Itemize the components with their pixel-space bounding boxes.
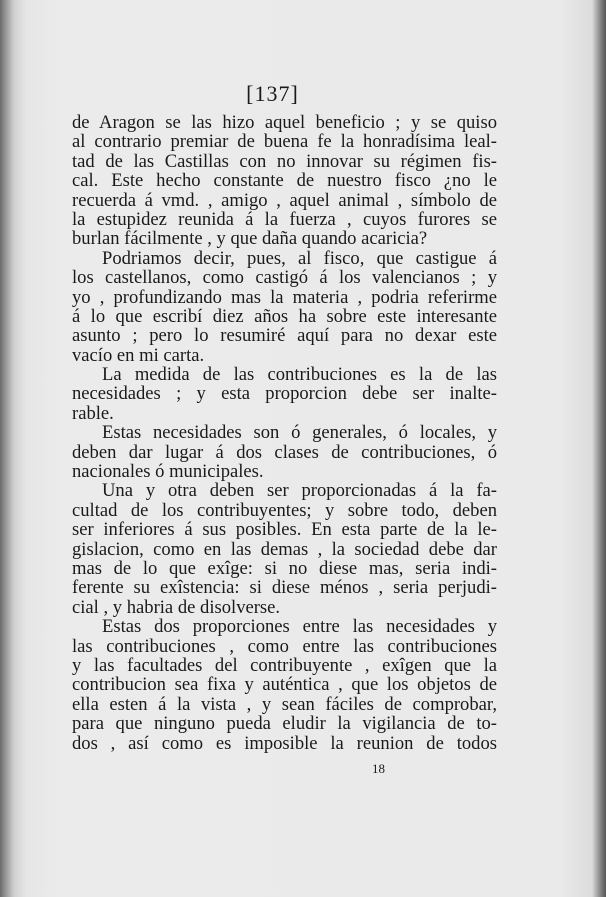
text-line: Una y otra deben ser proporcionadas á la fa- (102, 480, 497, 502)
text-line: la estupidez reunida á la fuerza , cuyos furores se (72, 208, 497, 230)
text-line: deben dar lugar á dos clases de contribuciones, ó (72, 441, 497, 463)
text-line: mas de lo que exîge: si no diese mas, seria indi- (72, 557, 497, 579)
text-line: para que ninguno pueda eludir la vigilancia de to- (72, 713, 497, 735)
text-line: necesidades ; y esta proporcion debe ser inalte- (72, 383, 497, 405)
text-line: recuerda á vmd. , amigo , aquel animal , símbolo de (72, 189, 497, 211)
text-line: cultad de los contribuyentes; y sobre todo, deben (72, 499, 497, 521)
text-line: de Aragon se las hizo aquel beneficio ; y se quiso (72, 112, 497, 133)
text-line: asunto ; pero lo resumiré aquí para no dexar este (72, 325, 497, 347)
text-line: Estas dos proporciones entre las necesidades y (102, 616, 497, 638)
text-line: nacionales ó municipales. (72, 461, 264, 483)
body-text (72, 113, 497, 753)
text-line: yo , profundizando mas la materia , podria referirme (72, 286, 497, 308)
text-line: vacío en mi carta. (72, 344, 205, 366)
text-line: La medida de las contribuciones es la de las (102, 364, 497, 386)
text-line: dos , así como es imposible la reunion de todos (72, 732, 497, 754)
text-line: gislacion, como en las demas , la sociedad debe dar (72, 538, 497, 560)
text-line: rable. (72, 402, 114, 424)
text-line: los castellanos, como castigó á los valencianos ; y (72, 267, 497, 289)
text-line: ser inferiores á sus posibles. En esta parte de la le- (72, 519, 497, 541)
text-line: las contribuciones , como entre las contribuciones (72, 635, 497, 657)
text-line: burlan fácilmente , y que daña quando acaricia? (72, 228, 428, 250)
signature-mark: 18 (372, 761, 385, 776)
text-line: cial , y habria de disolverse. (72, 596, 281, 618)
text-line: ella esten á la vista , y sean fáciles de comprobar, (72, 693, 497, 715)
text-line: Estas necesidades son ó generales, ó locales, y (102, 422, 497, 444)
text-line: contribucion sea fixa y auténtica , que los objetos de (72, 674, 497, 696)
text-line: al contrario premiar de buena fe la honradísima leal- (72, 131, 497, 153)
text-line: tad de las Castillas con no innovar su régimen fis- (72, 150, 497, 172)
text-line: y las facultades del contribuyente , exîgen que la (72, 654, 497, 676)
page-number: [137] (246, 81, 299, 106)
text-line: Podriamos decir, pues, al fisco, que castigue á (102, 247, 497, 269)
text-line: á lo que escribí diez años ha sobre este interesante (72, 305, 497, 327)
text-line: cal. Este hecho constante de nuestro fisco ¿no le (72, 170, 497, 192)
text-line: ferente su exîstencia: si diese ménos , seria perjudi- (72, 577, 497, 599)
